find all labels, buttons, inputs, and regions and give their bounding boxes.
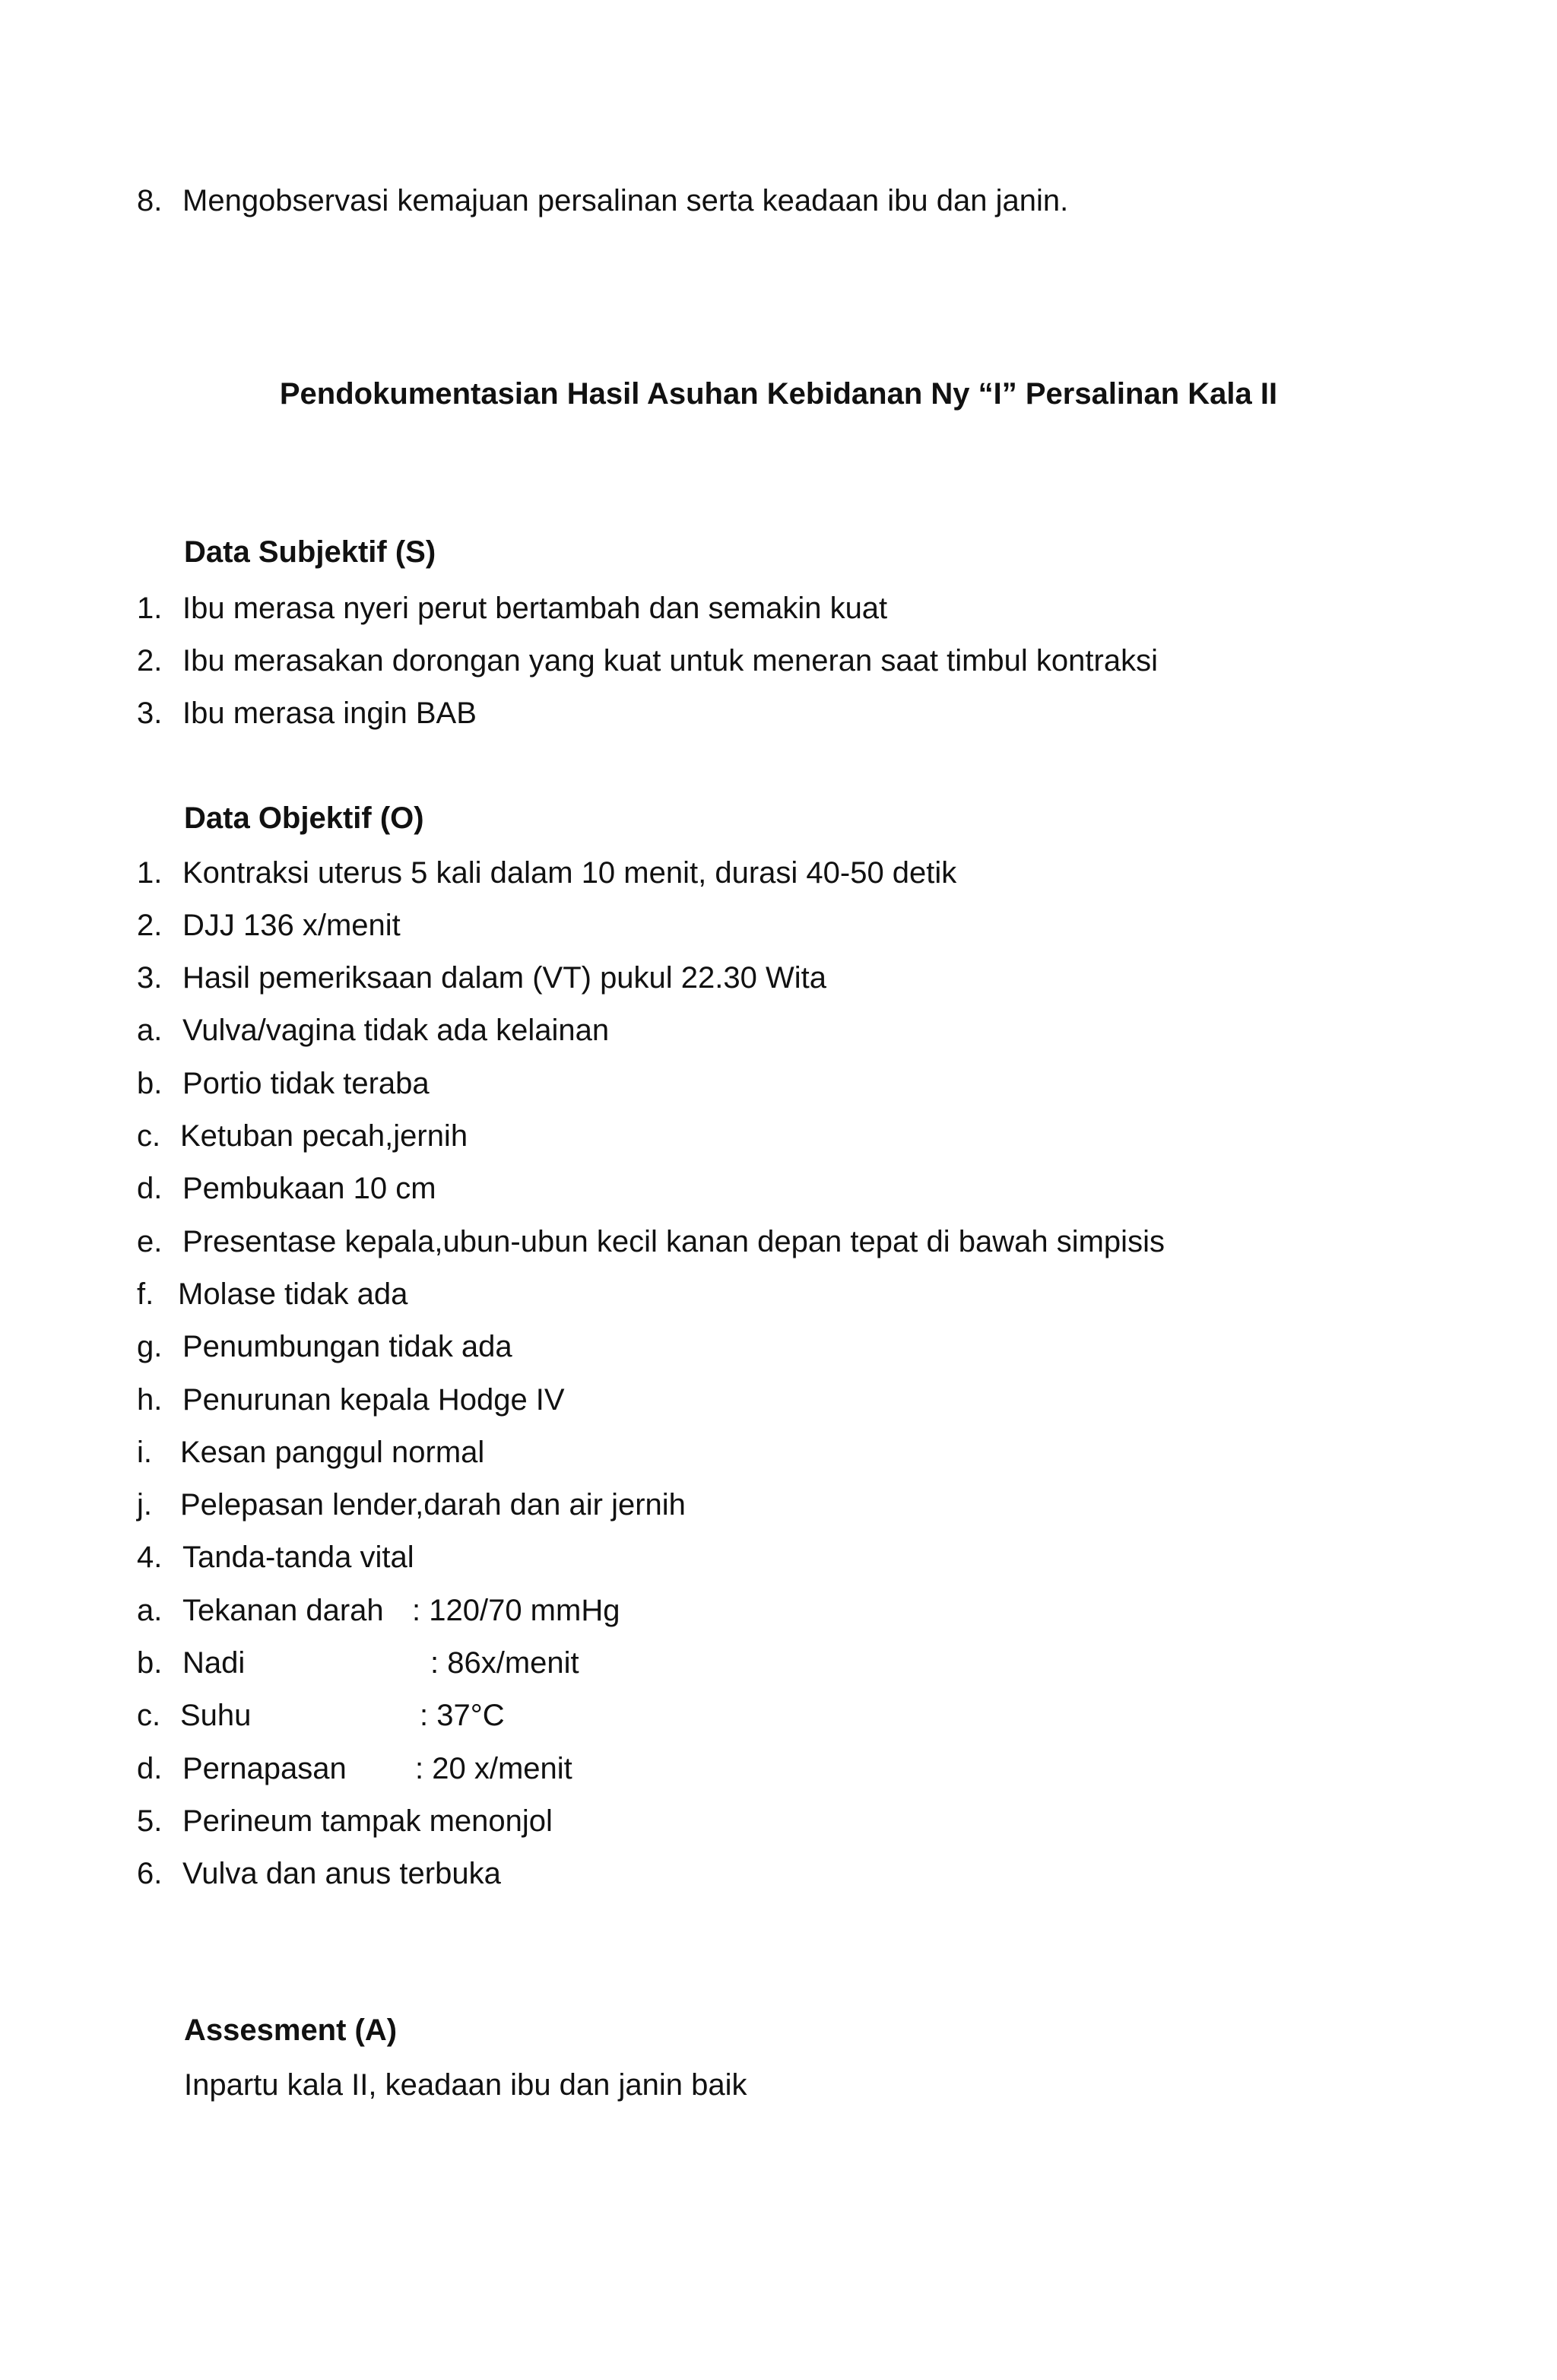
vital-label: Pernapasan bbox=[182, 1752, 347, 1785]
list-number: a. bbox=[137, 1014, 163, 1047]
vital-value: : 86x/menit bbox=[430, 1646, 579, 1680]
list-number: a. bbox=[137, 1594, 163, 1627]
list-number: 1. bbox=[137, 592, 163, 625]
document-title: Pendokumentasian Hasil Asuhan Kebidanan Ny “I” Persalinan Kala II bbox=[279, 377, 1278, 411]
vital-label: Suhu bbox=[180, 1699, 252, 1732]
list-number: 2. bbox=[137, 644, 163, 678]
assessment-heading: Assesment (A) bbox=[184, 2013, 398, 2047]
list-text: Presentase kepala,ubun-ubun kecil kanan depan tepat di bawah simpisis bbox=[182, 1225, 1165, 1258]
list-number: d. bbox=[137, 1752, 163, 1785]
list-number: 6. bbox=[137, 1857, 163, 1890]
list-number: 5. bbox=[137, 1804, 163, 1838]
list-text: Ibu merasa nyeri perut bertambah dan semakin kuat bbox=[182, 592, 888, 625]
list-text: Ketuban pecah,jernih bbox=[180, 1119, 468, 1153]
list-number: d. bbox=[137, 1172, 163, 1205]
list-number: c. bbox=[137, 1119, 161, 1153]
assessment-text: Inpartu kala II, keadaan ibu dan janin baik bbox=[184, 2068, 747, 2102]
vital-label: Tekanan darah bbox=[182, 1594, 384, 1627]
vital-value: : 37°C bbox=[420, 1699, 505, 1732]
list-number: h. bbox=[137, 1383, 163, 1417]
list-text: Kontraksi uterus 5 kali dalam 10 menit, durasi 40-50 detik bbox=[182, 856, 957, 890]
list-number: g. bbox=[137, 1330, 163, 1363]
list-number: 3. bbox=[137, 697, 163, 730]
list-number: 3. bbox=[137, 961, 163, 995]
list-number: 4. bbox=[137, 1541, 163, 1574]
vital-value: : 120/70 mmHg bbox=[412, 1594, 620, 1627]
list-text: Portio tidak teraba bbox=[182, 1067, 430, 1100]
list-text: Perineum tampak menonjol bbox=[182, 1804, 553, 1838]
list-text: Pembukaan 10 cm bbox=[182, 1172, 436, 1205]
list-text: Ibu merasa ingin BAB bbox=[182, 697, 477, 730]
list-number: 8. bbox=[137, 184, 163, 217]
list-text: DJJ 136 x/menit bbox=[182, 909, 401, 942]
list-text: Vulva dan anus terbuka bbox=[182, 1857, 501, 1890]
list-number: e. bbox=[137, 1225, 163, 1258]
vital-value: : 20 x/menit bbox=[415, 1752, 572, 1785]
list-text: Vulva/vagina tidak ada kelainan bbox=[182, 1014, 610, 1047]
list-number: 2. bbox=[137, 909, 163, 942]
list-text: Tanda-tanda vital bbox=[182, 1541, 414, 1574]
list-text: Pelepasan lender,darah dan air jernih bbox=[180, 1488, 686, 1522]
list-text: Hasil pemeriksaan dalam (VT) pukul 22.30 Wita bbox=[182, 961, 827, 995]
list-number: b. bbox=[137, 1067, 163, 1100]
list-number: f. bbox=[137, 1277, 154, 1311]
list-number: c. bbox=[137, 1699, 161, 1732]
list-text: Ibu merasakan dorongan yang kuat untuk meneran saat timbul kontraksi bbox=[182, 644, 1158, 678]
list-number: i. bbox=[137, 1436, 152, 1469]
subjective-heading: Data Subjektif (S) bbox=[184, 535, 436, 569]
vital-label: Nadi bbox=[182, 1646, 246, 1680]
list-text: Penumbungan tidak ada bbox=[182, 1330, 512, 1363]
list-text: Molase tidak ada bbox=[178, 1277, 408, 1311]
list-number: 1. bbox=[137, 856, 163, 890]
list-number: b. bbox=[137, 1646, 163, 1680]
list-text: Kesan panggul normal bbox=[180, 1436, 485, 1469]
list-text: Penurunan kepala Hodge IV bbox=[182, 1383, 565, 1417]
objective-heading: Data Objektif (O) bbox=[184, 801, 424, 835]
list-text: Mengobservasi kemajuan persalinan serta keadaan ibu dan janin. bbox=[182, 184, 1069, 217]
list-number: j. bbox=[137, 1488, 152, 1522]
